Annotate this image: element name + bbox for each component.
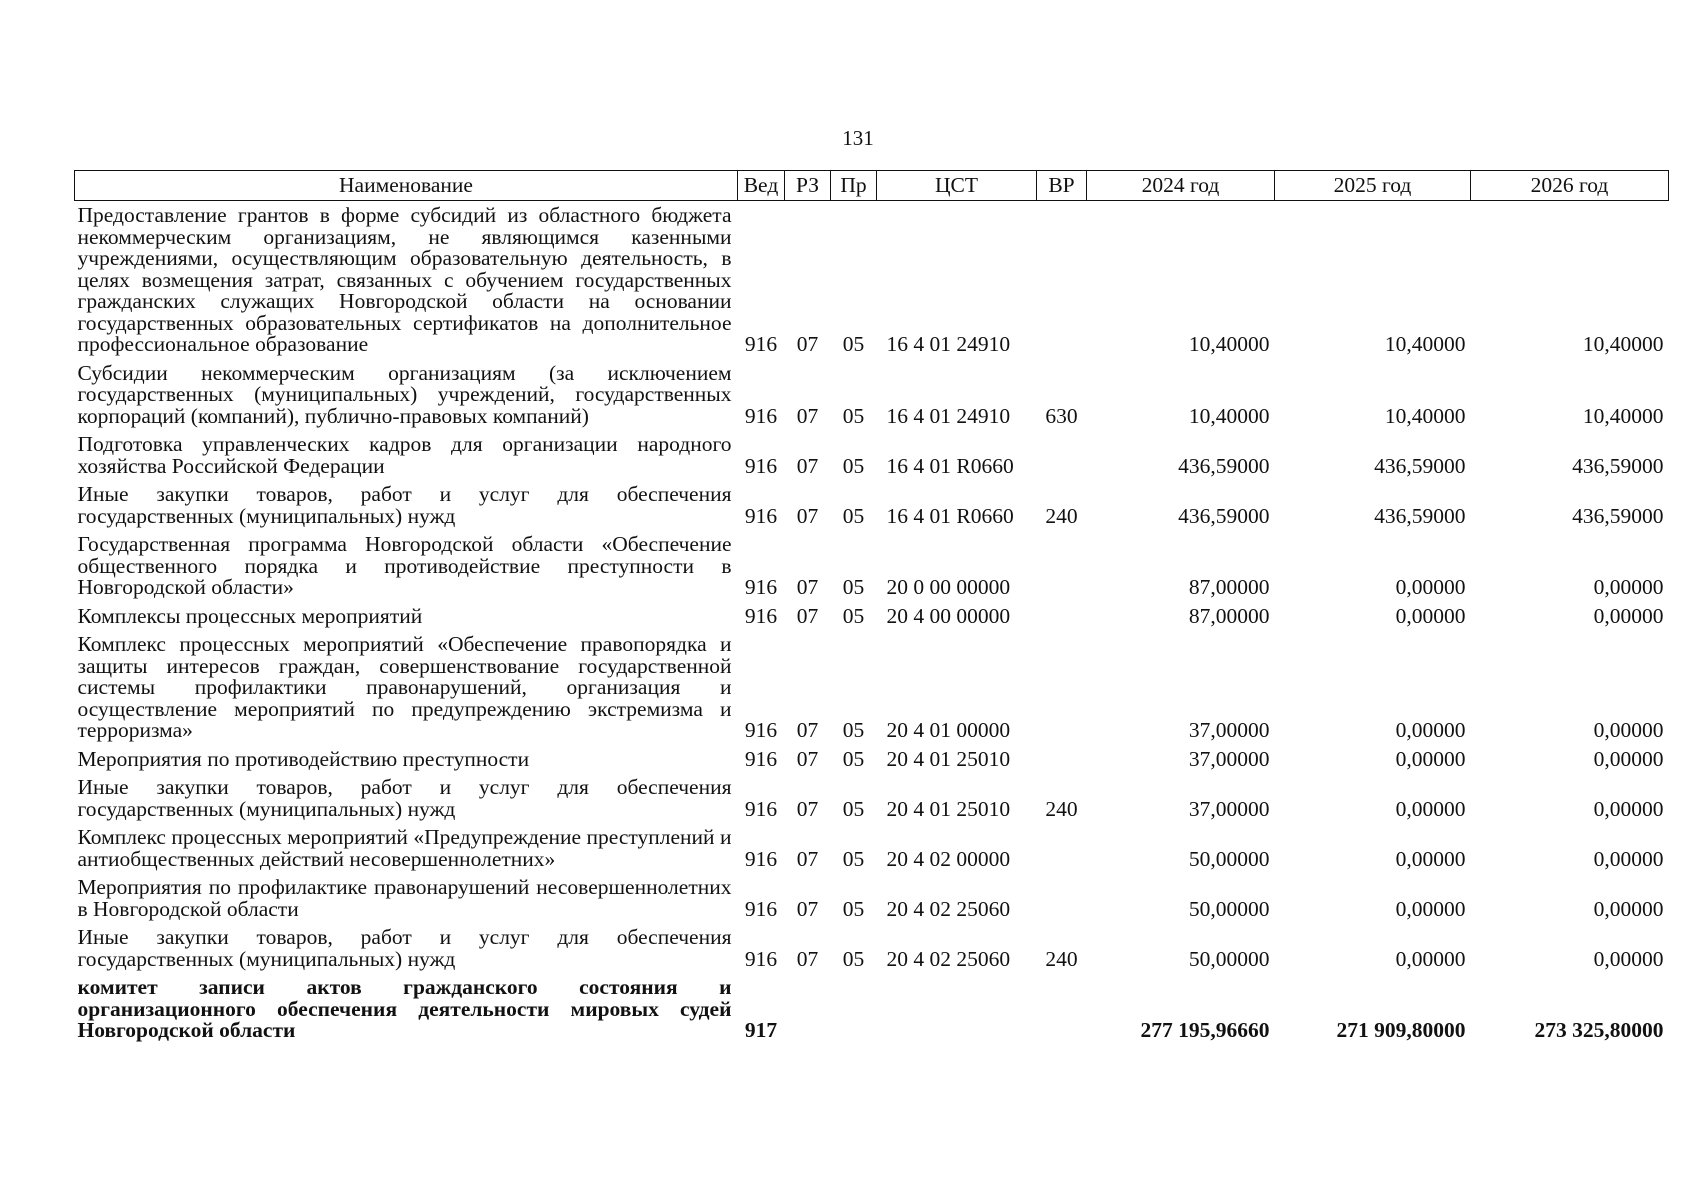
column-header-ved: Вед: [738, 171, 785, 201]
row-vr: [1037, 745, 1087, 774]
column-header-cst: ЦСТ: [877, 171, 1037, 201]
row-pr: 05: [842, 503, 865, 528]
row-amount-2025: 10,40000: [1384, 403, 1466, 428]
table-row: [75, 602, 1669, 631]
row-name: Комплекс процессных мероприятий «Обеспечение правопорядка и защиты интересов граждан, совершенствование государственной системы профилактики правонарушений, организация и осуществление мероприятий по предупреждению экстремизма и терроризма»: [77, 632, 732, 742]
row-amount-2024: 436,59000: [1178, 453, 1270, 478]
row-rz: 07: [796, 846, 819, 871]
row-amount-2024: 10,40000: [1188, 403, 1270, 428]
row-ved: 916: [744, 796, 778, 821]
row-ved: 916: [744, 746, 778, 771]
table-body: [75, 201, 1669, 1045]
column-header-2025: 2025 год: [1275, 171, 1471, 201]
column-header-2024: 2024 год: [1087, 171, 1275, 201]
row-rz: 07: [796, 746, 819, 771]
row-rz: 07: [796, 896, 819, 921]
table-row: [75, 923, 1669, 973]
row-amount-2026: 0,00000: [1593, 946, 1664, 971]
row-cst: 16 4 01 24910: [886, 332, 1011, 356]
row-ved: 916: [744, 718, 778, 742]
table-row: [75, 201, 1669, 359]
row-vr: [1037, 201, 1087, 359]
row-amount-2024: 50,00000: [1188, 846, 1270, 871]
row-rz: 07: [796, 332, 819, 356]
row-amount-2025: 0,00000: [1395, 946, 1466, 971]
row-amount-2025: 10,40000: [1384, 332, 1466, 356]
row-rz: 07: [796, 453, 819, 478]
column-header-vr: ВР: [1037, 171, 1087, 201]
row-amount-2025: 271 909,80000: [1336, 1018, 1466, 1042]
row-amount-2024: 277 195,96660: [1140, 1018, 1270, 1042]
row-vr: 240: [1045, 946, 1078, 971]
table-header-row: [75, 171, 1669, 201]
row-amount-2026: 0,00000: [1593, 603, 1664, 628]
row-amount-2024: 37,00000: [1188, 718, 1270, 742]
row-amount-2024: 87,00000: [1188, 575, 1270, 599]
row-cst: 20 4 01 25010: [886, 796, 1011, 821]
row-amount-2026: 436,59000: [1572, 503, 1664, 528]
row-name: комитет записи актов гражданского состояния и организационного обеспечения деятельности мировых судей Новгородской области: [77, 975, 732, 1042]
table-row: [75, 823, 1669, 873]
row-amount-2026: 0,00000: [1593, 896, 1664, 921]
column-header-pr: Пр: [831, 171, 877, 201]
row-amount-2026: 0,00000: [1593, 846, 1664, 871]
table-row: [75, 873, 1669, 923]
row-pr: 05: [842, 946, 865, 971]
row-amount-2024: 50,00000: [1188, 896, 1270, 921]
row-name: Мероприятия по профилактике правонарушений несовершеннолетних в Новгородской области: [77, 875, 732, 921]
table-row: [75, 530, 1669, 602]
row-vr: [1037, 630, 1087, 745]
row-cst: 20 4 01 25010: [886, 746, 1011, 771]
row-amount-2024: 37,00000: [1188, 746, 1270, 771]
row-cst: 20 0 00 00000: [886, 575, 1011, 599]
row-pr: 05: [842, 332, 865, 356]
row-ved: 916: [744, 503, 778, 528]
row-pr: 05: [842, 575, 865, 599]
row-cst: 20 4 02 00000: [886, 846, 1011, 871]
row-amount-2025: 0,00000: [1395, 896, 1466, 921]
row-name: Иные закупки товаров, работ и услуг для обеспечения государственных (муниципальных) нужд: [77, 482, 732, 528]
row-ved: 916: [744, 575, 778, 599]
row-ved: 916: [744, 846, 778, 871]
row-cst: 20 4 02 25060: [886, 896, 1011, 921]
row-ved: 916: [744, 453, 778, 478]
row-rz: 07: [796, 718, 819, 742]
table-row: [75, 430, 1669, 480]
row-ved: 916: [744, 896, 778, 921]
row-amount-2026: 436,59000: [1572, 453, 1664, 478]
row-amount-2024: 37,00000: [1188, 796, 1270, 821]
row-name: Государственная программа Новгородской области «Обеспечение общественного порядка и противодействие преступности в Новгородской области»: [77, 532, 732, 599]
row-pr: 05: [842, 718, 865, 742]
table-row: [75, 359, 1669, 431]
row-vr: [1037, 602, 1087, 631]
row-amount-2025: 436,59000: [1374, 453, 1466, 478]
row-amount-2024: 50,00000: [1188, 946, 1270, 971]
row-amount-2024: 10,40000: [1188, 332, 1270, 356]
row-cst: [877, 973, 1037, 1045]
row-rz: 07: [796, 796, 819, 821]
row-rz: [785, 973, 831, 1045]
row-name: Комплекс процессных мероприятий «Предупреждение преступлений и антиобщественных действий несовершеннолетних»: [77, 825, 732, 871]
column-header-name: Наименование: [75, 171, 738, 201]
row-pr: 05: [842, 746, 865, 771]
row-amount-2024: 87,00000: [1188, 603, 1270, 628]
row-pr: [831, 973, 877, 1045]
row-amount-2025: 0,00000: [1395, 846, 1466, 871]
row-amount-2026: 273 325,80000: [1534, 1018, 1664, 1042]
row-amount-2026: 10,40000: [1582, 332, 1664, 356]
row-amount-2026: 10,40000: [1582, 403, 1664, 428]
row-name: Предоставление грантов в форме субсидий из областного бюджета некоммерческим организациям, не являющимся казенными учреждениями, осуществляющим образовательную деятельность, в целях возмещения затрат, связанных с обучением государственных гражданских служащих Новгородской области на основании государственных образовательных сертификатов на дополнительное профессиональное образование: [77, 203, 732, 356]
page-number: 131: [842, 126, 874, 150]
row-amount-2024: 436,59000: [1178, 503, 1270, 528]
row-ved: 916: [744, 332, 778, 356]
row-ved: 916: [744, 403, 778, 428]
column-header-rz: РЗ: [785, 171, 831, 201]
row-amount-2025: 0,00000: [1395, 575, 1466, 599]
row-pr: 05: [842, 896, 865, 921]
row-cst: 20 4 00 00000: [886, 603, 1011, 628]
row-cst: 16 4 01 R0660: [886, 503, 1014, 528]
row-rz: 07: [796, 403, 819, 428]
table-row: [75, 745, 1669, 774]
row-pr: 05: [842, 603, 865, 628]
row-rz: 07: [796, 946, 819, 971]
row-pr: 05: [842, 796, 865, 821]
row-rz: 07: [796, 603, 819, 628]
row-vr: [1037, 873, 1087, 923]
row-ved: 916: [744, 603, 778, 628]
row-amount-2026: 0,00000: [1593, 796, 1664, 821]
row-cst: 20 4 01 00000: [886, 718, 1011, 742]
row-name: Иные закупки товаров, работ и услуг для обеспечения государственных (муниципальных) нужд: [77, 925, 732, 971]
column-header-2026: 2026 год: [1471, 171, 1669, 201]
row-amount-2025: 0,00000: [1395, 746, 1466, 771]
row-vr: [1037, 530, 1087, 602]
row-name: Мероприятия по противодействию преступности: [77, 746, 530, 771]
row-vr: 240: [1045, 796, 1078, 821]
row-name: Субсидии некоммерческим организациям (за исключением государственных (муниципальных) учреждений, государственных корпораций (компаний), публично-правовых компаний): [77, 360, 732, 428]
row-vr: [1037, 430, 1087, 480]
row-name: Иные закупки товаров, работ и услуг для обеспечения государственных (муниципальных) нужд: [77, 775, 732, 821]
row-ved: 916: [744, 946, 778, 971]
row-ved: 917: [744, 1018, 778, 1042]
row-pr: 05: [842, 403, 865, 428]
row-cst: 20 4 02 25060: [886, 946, 1011, 971]
row-amount-2025: 436,59000: [1374, 503, 1466, 528]
row-vr: 240: [1045, 503, 1078, 528]
row-rz: 07: [796, 503, 819, 528]
table-row: [75, 480, 1669, 530]
table-row: [75, 630, 1669, 745]
row-vr: [1037, 823, 1087, 873]
row-name: Комплексы процессных мероприятий: [77, 603, 423, 628]
row-name: Подготовка управленческих кадров для организации народного хозяйства Российской Федерации: [77, 432, 732, 478]
row-amount-2026: 0,00000: [1593, 575, 1664, 599]
row-amount-2025: 0,00000: [1395, 718, 1466, 742]
table-row: [75, 973, 1669, 1045]
row-amount-2026: 0,00000: [1593, 746, 1664, 771]
row-cst: 16 4 01 R0660: [886, 453, 1014, 478]
row-amount-2025: 0,00000: [1395, 603, 1466, 628]
row-pr: 05: [842, 846, 865, 871]
row-cst: 16 4 01 24910: [886, 403, 1011, 428]
table-row: [75, 773, 1669, 823]
row-amount-2025: 0,00000: [1395, 796, 1466, 821]
row-vr: 630: [1045, 403, 1078, 428]
row-pr: 05: [842, 453, 865, 478]
row-amount-2026: 0,00000: [1593, 718, 1664, 742]
row-rz: 07: [796, 575, 819, 599]
row-vr: [1037, 973, 1087, 1045]
budget-table: [74, 170, 1669, 1045]
